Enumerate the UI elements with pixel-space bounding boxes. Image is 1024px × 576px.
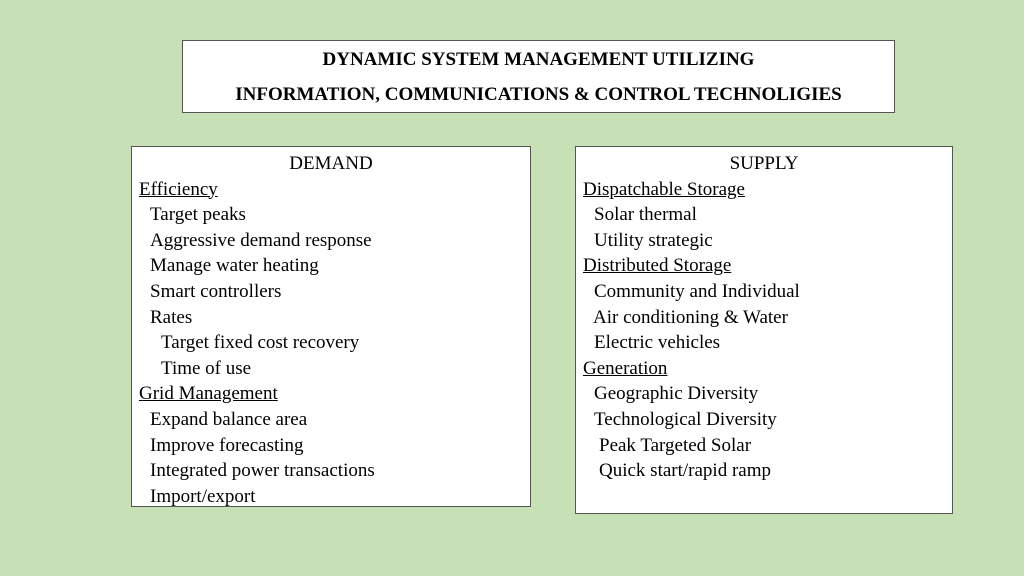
demand-panel: [131, 146, 531, 507]
supply-list: [576, 177, 952, 484]
grid-management-section-title: Grid Management: [139, 383, 278, 405]
generation-section-title: Generation: [583, 357, 668, 379]
title-line-1: DYNAMIC SYSTEM MANAGEMENT UTILIZING: [322, 49, 755, 70]
dispatchable-storage-section-title: Dispatchable Storage: [583, 178, 745, 200]
title-line-2: INFORMATION, COMMUNICATIONS & CONTROL TECHNOLIGIES: [235, 84, 842, 105]
list-item-rates: Rates: [150, 306, 193, 328]
title-box: [182, 40, 895, 113]
list-item-target-peaks: Target peaks: [150, 204, 246, 226]
distributed-storage-section-title: Distributed Storage: [583, 255, 732, 277]
supply-heading: SUPPLY: [729, 153, 799, 174]
list-item-technological-diversity: Technological Diversity: [594, 408, 777, 430]
supply-panel: [575, 146, 953, 514]
list-item-solar-thermal: Solar thermal: [594, 204, 697, 226]
demand-list: [132, 177, 530, 510]
list-item-improve-forecasting: Improve forecasting: [150, 434, 304, 456]
list-item-geographic-diversity: Geographic Diversity: [594, 383, 759, 405]
demand-heading: DEMAND: [289, 153, 373, 174]
list-item-smart-controllers: Smart controllers: [150, 280, 282, 302]
list-item-integrated-power-transactions: Integrated power transactions: [150, 460, 375, 482]
list-item-expand-balance-area: Expand balance area: [150, 408, 308, 430]
list-item-manage-water-heating: Manage water heating: [150, 255, 319, 277]
list-item-community-and-individual: Community and Individual: [594, 280, 800, 302]
list-item-aggressive-demand-response: Aggressive demand response: [150, 229, 372, 251]
list-item-utility-strategic: Utility strategic: [594, 229, 713, 251]
list-item-time-of-use: Time of use: [161, 357, 252, 379]
list-item-quick-start-rapid-ramp: Quick start/rapid ramp: [599, 460, 772, 482]
list-item-peak-targeted-solar: Peak Targeted Solar: [599, 434, 752, 456]
list-item-target-fixed-cost-recovery: Target fixed cost recovery: [161, 332, 360, 354]
efficiency-section-title: Efficiency: [139, 178, 218, 200]
list-item-air-conditioning-water: Air conditioning & Water: [593, 306, 788, 328]
list-item-electric-vehicles: Electric vehicles: [594, 332, 721, 354]
list-item-import-export: Import/export: [150, 485, 256, 507]
